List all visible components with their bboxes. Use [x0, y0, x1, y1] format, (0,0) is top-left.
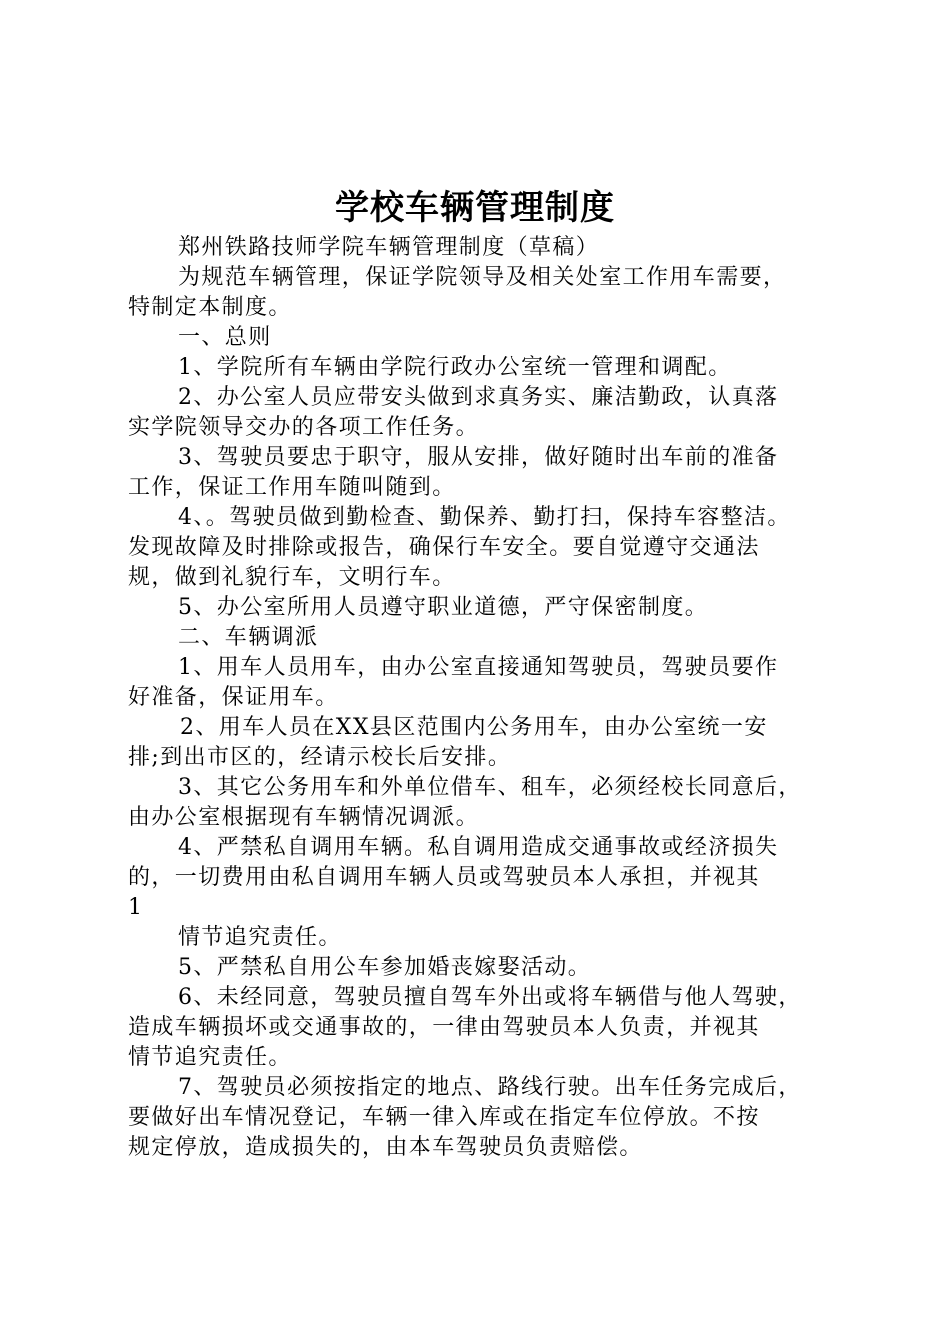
paragraph-line: 情节追究责任。 [178, 925, 342, 950]
paragraph-line: 7、驾驶员必须按指定的地点、路线行驶。出车任务完成后， [178, 1075, 802, 1100]
paragraph-line: 为规范车辆管理，保证学院领导及相关处室工作用车需要， [178, 265, 787, 290]
paragraph-line: 2、用车人员在XX县区范围内公务用车，由办公室统一安 [180, 715, 768, 740]
paragraph-line: 1、用车人员用车，由办公室直接通知驾驶员，驾驶员要作 [178, 655, 779, 680]
paragraph-line: 实学院领导交办的各项工作任务。 [128, 415, 480, 440]
document-subtitle: 郑州铁路技师学院车辆管理制度（草稿） [178, 235, 600, 260]
page-number: 1 [128, 895, 144, 920]
paragraph-line: 的，一切费用由私自调用车辆人员或驾驶员本人承担，并视其 [128, 865, 760, 890]
paragraph-line: 6、未经同意，驾驶员擅自驾车外出或将车辆借与他人驾驶， [178, 985, 802, 1010]
paragraph-line: 1、学院所有车辆由学院行政办公室统一管理和调配。 [178, 355, 732, 380]
paragraph-line: 排;到出市区的，经请示校长后安排。 [128, 745, 512, 770]
paragraph-line: 好准备，保证用车。 [128, 685, 339, 710]
paragraph-line: 特制定本制度。 [128, 295, 292, 320]
document-title: 学校车辆管理制度 [335, 188, 615, 228]
paragraph-line: 3、驾驶员要忠于职守，服从安排，做好随时出车前的准备 [178, 445, 779, 470]
section-heading: 一、总则 [178, 325, 272, 350]
paragraph-line: 规，做到礼貌行车，文明行车。 [128, 565, 456, 590]
paragraph-line: 规定停放，造成损失的，由本车驾驶员负责赔偿。 [128, 1135, 643, 1160]
paragraph-line: 发现故障及时排除或报告，确保行车安全。要自觉遵守交通法 [128, 535, 760, 560]
paragraph-line: 情节追究责任。 [128, 1045, 292, 1070]
document-body [128, 233, 844, 1163]
paragraph-line: 要做好出车情况登记，车辆一律入库或在指定车位停放。不按 [128, 1105, 760, 1130]
paragraph-line: 2、办公室人员应带安头做到求真务实、廉洁勤政，认真落 [178, 385, 779, 410]
paragraph-line: 造成车辆损坏或交通事故的，一律由驾驶员本人负责，并视其 [128, 1015, 760, 1040]
paragraph-line: 5、严禁私自用公车参加婚丧嫁娶活动。 [178, 955, 592, 980]
paragraph-line: 4、。驾驶员做到勤检查、勤保养、勤打扫，保持车容整洁。 [178, 505, 791, 530]
paragraph-line: 工作，保证工作用车随叫随到。 [128, 475, 456, 500]
paragraph-line: 由办公室根据现有车辆情况调派。 [128, 805, 480, 830]
paragraph-line: 4、严禁私自调用车辆。私自调用造成交通事故或经济损失 [178, 835, 779, 860]
paragraph-line: 3、其它公务用车和外单位借车、租车，必须经校长同意后， [178, 775, 802, 800]
section-heading: 二、车辆调派 [178, 625, 319, 650]
paragraph-line: 5、办公室所用人员遵守职业道德，严守保密制度。 [178, 595, 709, 620]
